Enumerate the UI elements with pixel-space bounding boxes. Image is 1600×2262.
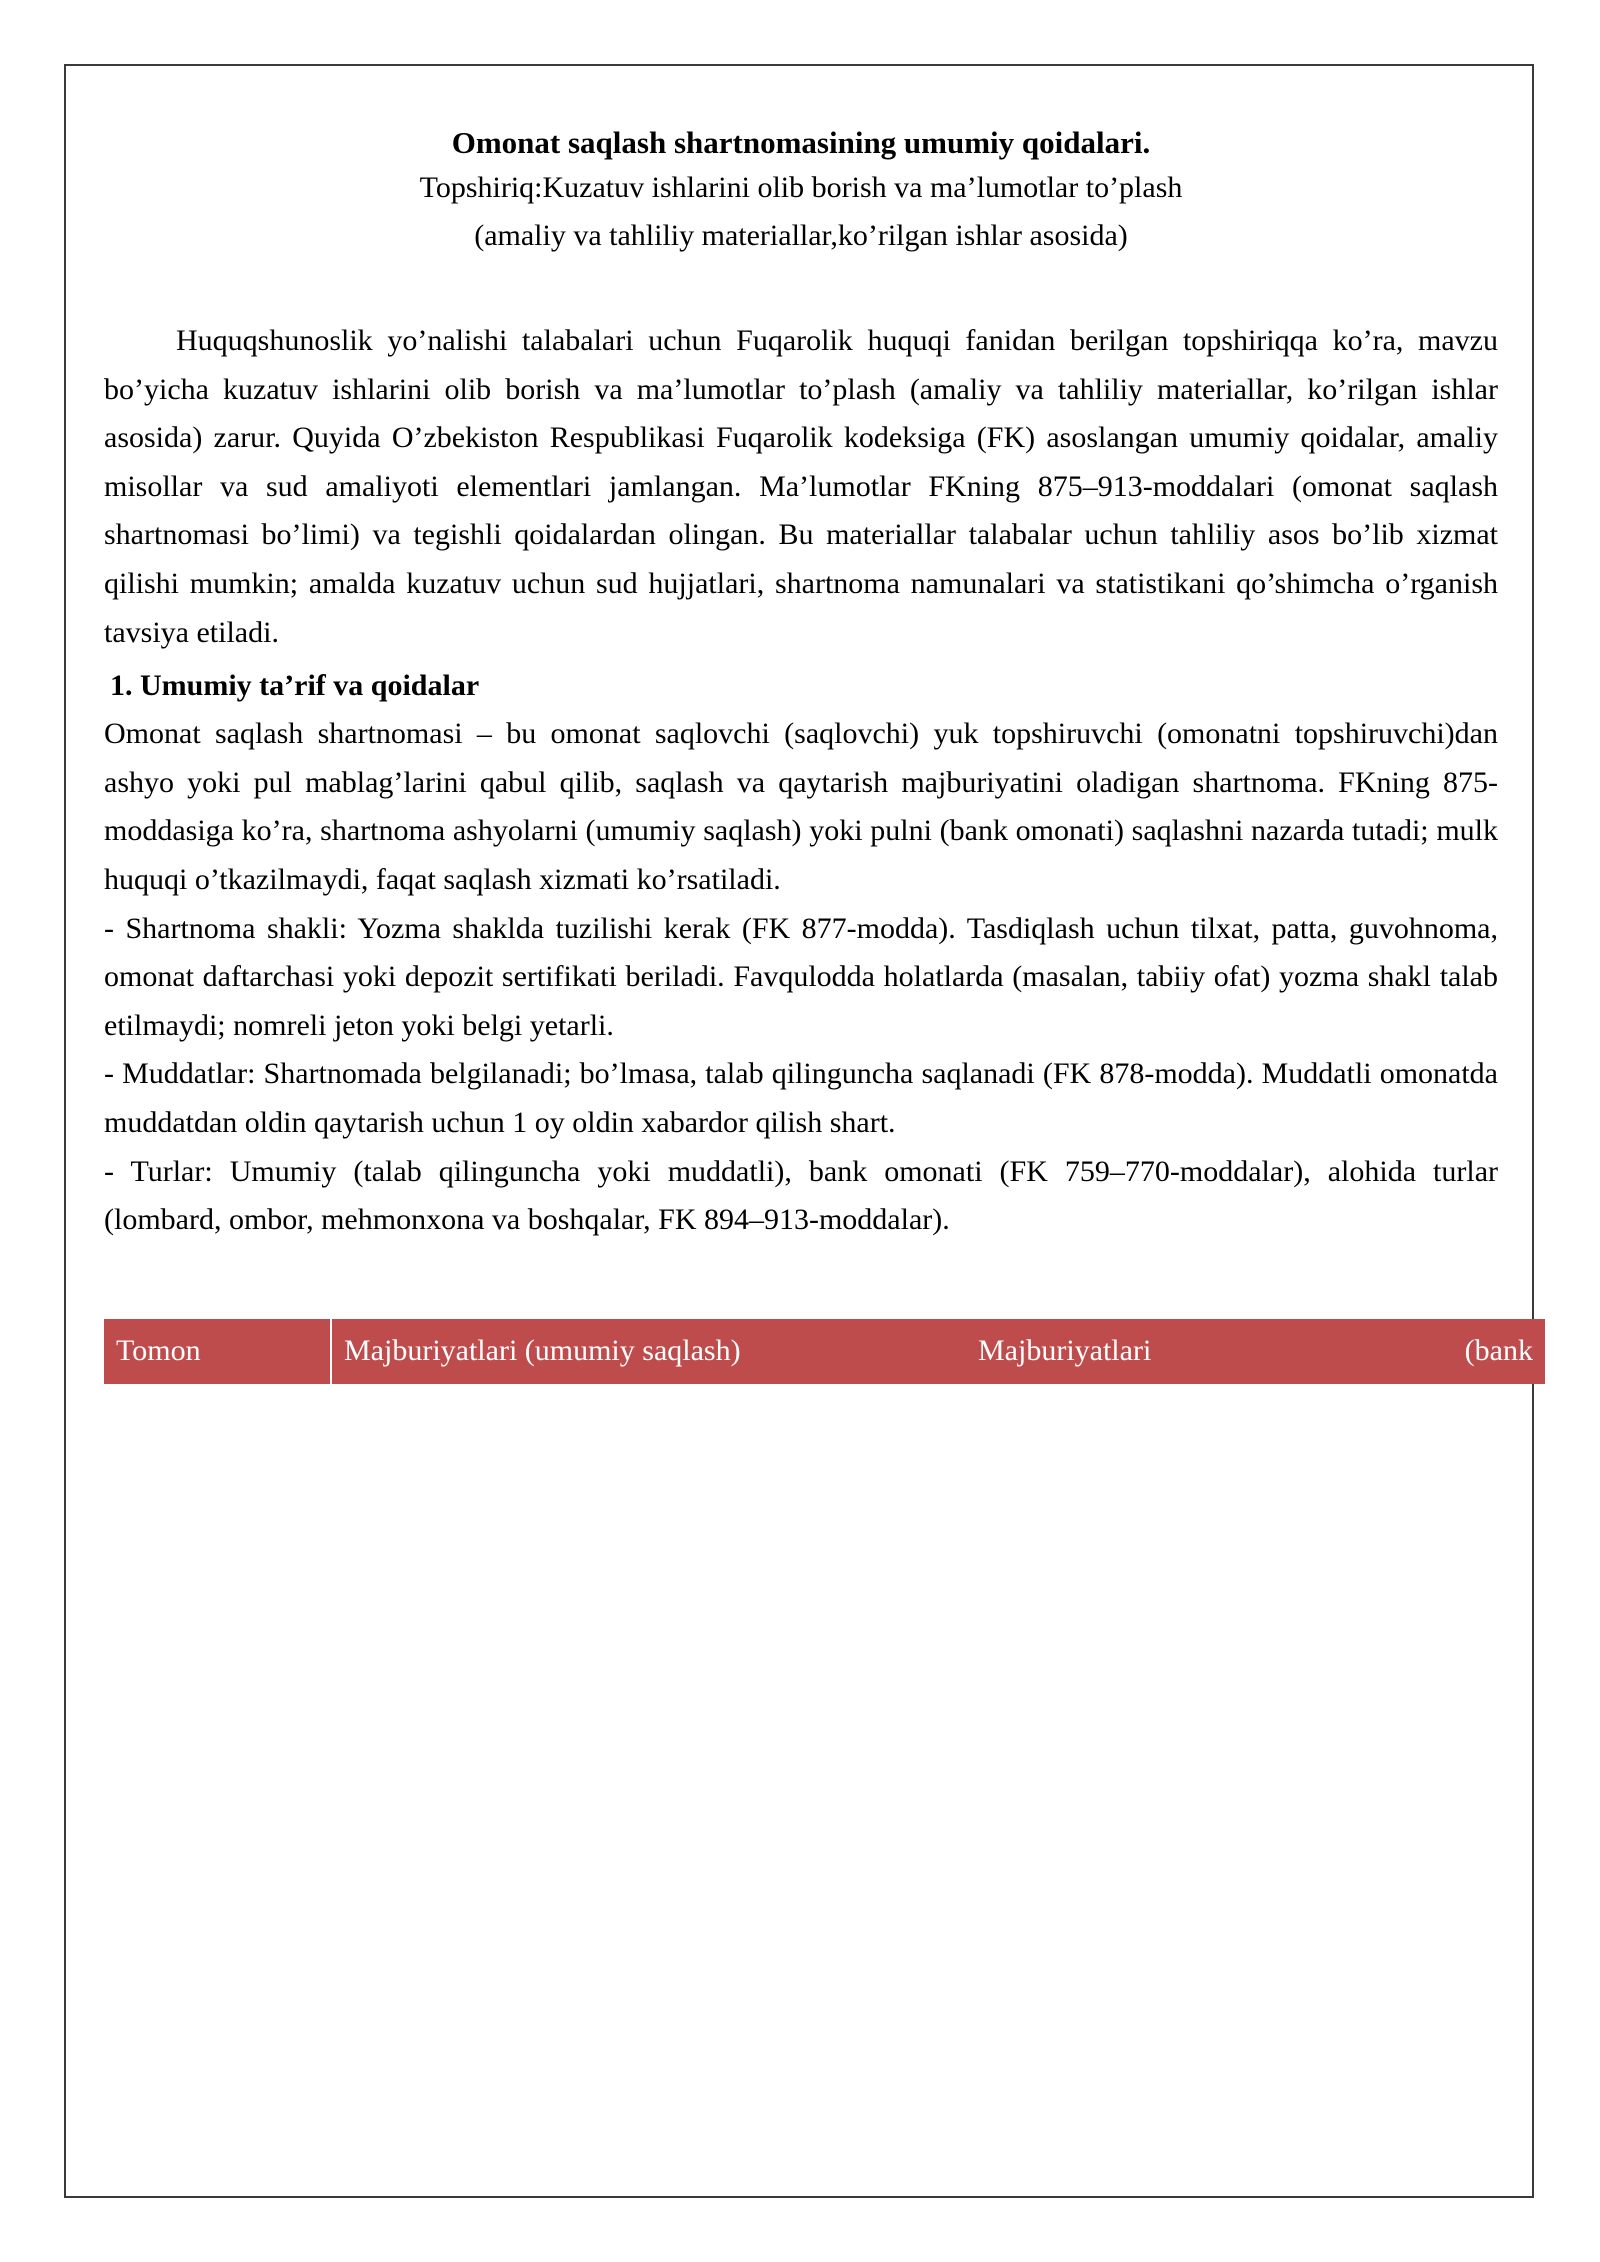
intro-paragraph: Huquqshunoslik yo’nalishi talabalari uchun Fuqarolik huquqi fanidan berilgan topshiriqqa ko’ra, mavzu bo’yicha kuzatuv ishlarini olib borish va ma’lumotlar to’plash (amaliy va tahliliy materiallar, ko’rilgan ishlar asosida) zarur. Quyida O’zbekiston Respublikasi Fuqarolik kodeksiga (FK) asoslangan umumiy qoidalar, amaliy misollar va sud amaliyoti elementlari jamlangan. Ma’lumotlar FKning 875–913-moddalari (omonat saqlash shartnomasi bo’limi) va tegishli qoidalardan olingan. Bu materiallar talabalar uchun tahliliy asos bo’lib xizmat qilishi mumkin; amalda kuzatuv uchun sud hujjatlari, shartnoma namunalari va statistikani qo’shimcha o’rganish tavsiya etiladi. [104, 324, 1498, 649]
document-page [64, 64, 1534, 2198]
page-title: Omonat saqlash shartnomasining umumiy qoidalari. [451, 125, 1151, 160]
section-heading-1: 1. Umumiy ta’rif va qoidalar [110, 669, 480, 703]
section-1-paragraph-1: Omonat saqlash shartnomasi – bu omonat saqlovchi (saqlovchi) yuk topshiruvchi (omonatni topshiruvchi)dan ashyo yoki pul mablag’larini qabul qilib, saqlash va qaytarish majburiyatini oladigan shartnoma. FKning 875-moddasiga ko’ra, shartnoma ashyolarni (umumiy saqlash) yoki pulni (bank omonati) saqlashni nazarda tutadi; mulk huquqi o’tkazilmaydi, faqat saqlash xizmati ko’rsatiladi. [104, 717, 1498, 896]
document-subtitle-line-1: Topshiriq:Kuzatuv ishlarini olib borish va ma’lumotlar to’plash [419, 170, 1183, 204]
table-header [104, 1319, 1545, 1384]
spacer [104, 261, 1498, 317]
document-subtitle-line-2: (amaliy va tahliliy materiallar,ko’rilgan ishlar asosida) [474, 219, 1128, 253]
document-content [104, 100, 1533, 1384]
table-column-header-umumiy-saqlash: Majburiyatlari (umumiy saqlash) [331, 1319, 966, 1384]
section-1-paragraph-4: - Turlar: Umumiy (talab qilinguncha yoki muddatli), bank omonati (FK 759–770-moddalar), alohida turlar (lombard, ombor, mehmonxona va boshqalar, FK 894–913-moddalar). [104, 1154, 1498, 1237]
section-1-paragraph-2: - Shartnoma shakli: Yozma shaklda tuzilishi kerak (FK 877-modda). Tasdiqlash uchun tilxat, patta, guvohnoma, omonat daftarchasi yoki depozit sertifikati beriladi. Favqulodda holatlarda (masalan, tabiiy ofat) yozma shakl talab etilmaydi; nomreli jeton yoki belgi yetarli. [104, 911, 1498, 1042]
table-column-header-tomon: Tomon [104, 1319, 331, 1384]
section-1-paragraph-3: - Muddatlar: Shartnomada belgilanadi; bo’lmasa, talab qilinguncha saqlanadi (FK 878-modda). Muddatli omonatda muddatdan oldin qaytarish uchun 1 oy oldin xabardor qilish shart. [104, 1057, 1498, 1139]
obligations-table [104, 1319, 1545, 1384]
table-column-header-bank: Majburiyatlari (bank [966, 1319, 1545, 1384]
table-header-row [104, 1319, 1545, 1384]
obligations-table-wrapper [104, 1319, 1533, 1384]
